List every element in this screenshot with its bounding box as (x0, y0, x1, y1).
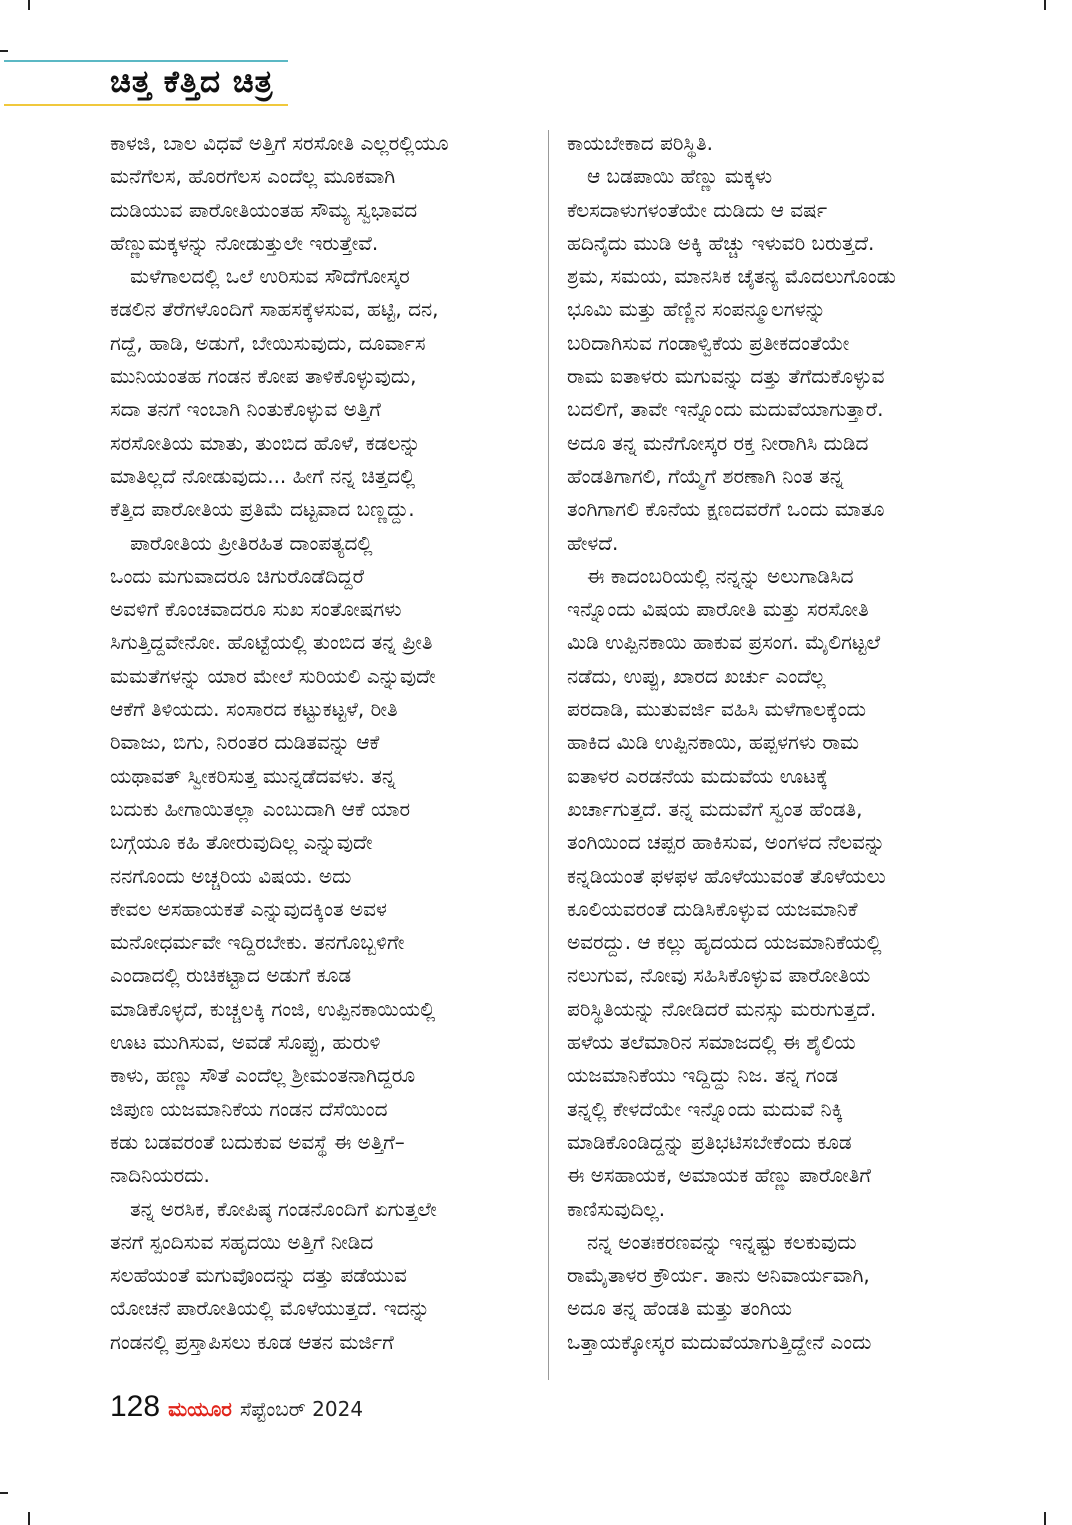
paragraph: ಪಾರೋತಿಯ ಪ್ರೀತಿರಹಿತ ದಾಂಪತ್ಯದಲ್ಲಿ ಒಂದು ಮಗುವಾದರೂ ಚಿಗುರೊಡೆದಿದ್ದರೆ ಅವಳಿಗೆ ಕೊಂಚವಾದರೂ ಸುಖ ಸಂತೋಷಗಳು ಸಿಗುತ್ತಿದ್ದವೇನೋ. ಹೊಟ್ಟೆಯಲ್ಲಿ ತುಂಬಿದ ತನ್ನ ಪ್ರೀತಿ ಮಮತೆಗಳನ್ನು ಯಾರ ಮೇಲೆ ಸುರಿಯಲಿ ಎನ್ನುವುದೇ ಆಕೆಗೆ ತಿಳಿಯದು. ಸಂಸಾರದ ಕಟ್ಟುಕಟ್ಟಳೆ, ರೀತಿ ರಿವಾಜು, ಬಿಗು, ನಿರಂತರ ದುಡಿತವನ್ನು ಆಕೆ ಯಥಾವತ್ ಸ್ವೀಕರಿಸುತ್ತ ಮುನ್ನಡೆದವಳು. ತನ್ನ ಬದುಕು ಹೀಗಾಯಿತಲ್ಲಾ ಎಂಬುದಾಗಿ ಆಕೆ ಯಾರ ಬಗ್ಗೆಯೂ ಕಹಿ ತೋರುವುದಿಲ್ಲ ಎನ್ನುವುದೇ ನನಗೊಂದು ಅಚ್ಚರಿಯ ವಿಷಯ. ಅದು ಕೇವಲ ಅಸಹಾಯಕತೆ ಎನ್ನುವುದಕ್ಕಿಂತ ಅವಳ ಮನೋಧರ್ಮವೇ ಇದ್ದಿರಬೇಕು. ತನಗೊಬ್ಬಳಿಗೇ ಎಂದಾದಲ್ಲಿ ರುಚಿಕಟ್ಟಾದ ಅಡುಗೆ ಕೂಡ ಮಾಡಿಕೊಳ್ಳದೆ, ಕುಚ್ಚಲಕ್ಕಿ ಗಂಜಿ, ಉಪ್ಪಿನಕಾಯಿಯಲ್ಲಿ ಊಟ ಮುಗಿಸುವ, ಅವಡೆ ಸೊಪ್ಪು, ಹುರುಳಿ ಕಾಳು, ಹಣ್ಣು ಸೌತೆ ಎಂದೆಲ್ಲ ಶ್ರೀಮಂತನಾಗಿದ್ದರೂ ಜಿಪುಣ ಯಜಮಾನಿಕೆಯ ಗಂಡನ ದೆಸೆಯಿಂದ ಕಡು ಬಡವರಂತೆ ಬದುಕುವ ಅವಸ್ಥೆ ಈ ಅತ್ತಿಗೆ– ನಾದಿನಿಯರದು. (110, 530, 436, 1188)
paragraph: ಕಾಳಜಿ, ಬಾಲ ವಿಧವೆ ಅತ್ತಿಗೆ ಸರಸೋತಿ ಎಲ್ಲರಲ್ಲಿಯೂ ಮನೆಗೆಲಸ, ಹೊರಗೆಲಸ ಎಂದೆಲ್ಲ ಮೂಕವಾಗಿ ದುಡಿಯುವ ಪಾರೋತಿಯಂತಹ ಸೌಮ್ಯ ಸ್ವಭಾವದ ಹೆಣ್ಣುಮಕ್ಕಳನ್ನು ನೋಡುತ್ತುಲೇ ಇರುತ್ತೇವೆ. (110, 131, 449, 255)
left-column (110, 127, 530, 1359)
column-divider (548, 130, 549, 1380)
page-number: 128 (110, 1390, 161, 1423)
crop-mark (0, 50, 8, 52)
crop-mark (1044, 1512, 1046, 1525)
paragraph: ಆ ಬಡಪಾಯಿ ಹೆಣ್ಣು ಮಕ್ಕಳು ಕೆಲಸದಾಳುಗಳಂತೆಯೇ ದುಡಿದು ಆ ವರ್ಷ ಹದಿನೈದು ಮುಡಿ ಅಕ್ಕಿ ಹೆಚ್ಚು ಇಳುವರಿ ಬರುತ್ತದೆ. ಶ್ರಮ, ಸಮಯ, ಮಾನಸಿಕ ಚೈತನ್ಯ ಮೊದಲುಗೊಂಡು ಭೂಮಿ ಮತ್ತು ಹೆಣ್ಣಿನ ಸಂಪನ್ಮೂಲಗಳನ್ನು ಬರಿದಾಗಿಸುವ ಗಂಡಾಳ್ವಿಕೆಯ ಪ್ರತೀಕದಂತೆಯೇ ರಾಮ ಐತಾಳರು ಮಗುವನ್ನು ದತ್ತು ತೆಗೆದುಕೊಳ್ಳುವ ಬದಲಿಗೆ, ತಾವೇ ಇನ್ನೊಂದು ಮದುವೆಯಾಗುತ್ತಾರೆ. ಅದೂ ತನ್ನ ಮನೆಗೋಸ್ಕರ ರಕ್ತ ನೀರಾಗಿಸಿ ದುಡಿದ ಹೆಂಡತಿಗಾಗಲಿ, ಗೆಯ್ಮೆಗೆ ಶರಣಾಗಿ ನಿಂತ ತನ್ನ ತಂಗಿಗಾಗಲಿ ಕೊನೆಯ ಕ್ಷಣದವರೆಗೆ ಒಂದು ಮಾತೂ ಹೇಳದೆ. (567, 164, 896, 555)
paragraph: ಈ ಕಾದಂಬರಿಯಲ್ಲಿ ನನ್ನನ್ನು ಅಲುಗಾಡಿಸಿದ ಇನ್ನೊಂದು ವಿಷಯ ಪಾರೋತಿ ಮತ್ತು ಸರಸೋತಿ ಮಿಡಿ ಉಪ್ಪಿನಕಾಯಿ ಹಾಕುವ ಪ್ರಸಂಗ. ಮೈಲಿಗಟ್ಟಲೆ ನಡೆದು, ಉಪ್ಪು, ಖಾರದ ಖರ್ಚು ಎಂದೆಲ್ಲ ಪರದಾಡಿ, ಮುತುವರ್ಜಿ ವಹಿಸಿ ಮಳೆಗಾಲಕ್ಕೆಂದು ಹಾಕಿದ ಮಿಡಿ ಉಪ್ಪಿನಕಾಯಿ, ಹಪ್ಪಳಗಳು ರಾಮ ಐತಾಳರ ಎರಡನೆಯ ಮದುವೆಯ ಊಟಕ್ಕೆ ಖರ್ಚಾಗುತ್ತದೆ. ತನ್ನ ಮದುವೆಗೆ ಸ್ವಂತ ಹೆಂಡತಿ, ತಂಗಿಯಿಂದ ಚಪ್ಪರ ಹಾಕಿಸುವ, ಅಂಗಳದ ನೆಲವನ್ನು ಕನ್ನಡಿಯಂತೆ ಫಳಫಳ ಹೊಳೆಯುವಂತೆ ತೊಳೆಯಲು ಕೂಲಿಯವರಂತೆ ದುಡಿಸಿಕೊಳ್ಳುವ ಯಜಮಾನಿಕೆ ಅವರದ್ದು. ಆ ಕಲ್ಲು ಹೃದಯದ ಯಜಮಾನಿಕೆಯಲ್ಲಿ ನಲುಗುವ, ನೋವು ಸಹಿಸಿಕೊಳ್ಳುವ ಪಾರೋತಿಯ ಪರಿಸ್ಥಿತಿಯನ್ನು ನೋಡಿದರೆ ಮನಸ್ಸು ಮರುಗುತ್ತದೆ. ಹಳೆಯ ತಲೆಮಾರಿನ ಸಮಾಜದಲ್ಲಿ ಈ ಶೈಲಿಯ ಯಜಮಾನಿಕೆಯು ಇದ್ದಿದ್ದು ನಿಜ. ತನ್ನ ಗಂಡ ತನ್ನಲ್ಲಿ ಕೇಳದೆಯೇ ಇನ್ನೊಂದು ಮದುವೆ ನಿಕ್ಕಿ ಮಾಡಿಕೊಂಡಿದ್ದನ್ನು ಪ್ರತಿಭಟಿಸಬೇಕೆಂದು ಕೂಡ ಈ ಅಸಹಾಯಕ, ಅಮಾಯಕ ಹೆಣ್ಣು ಪಾರೋತಿಗೆ ಕಾಣಿಸುವುದಿಲ್ಲ. (567, 563, 886, 1221)
magazine-logo: ಮಯೂರ (168, 1397, 232, 1421)
crop-mark (28, 1512, 30, 1525)
paragraph: ಕಾಯಬೇಕಾದ ಪರಿಸ್ಥಿತಿ. (567, 131, 714, 155)
crop-mark (28, 0, 30, 10)
paragraph: ತನ್ನ ಅರಸಿಕ, ಕೋಪಿಷ್ಠ ಗಂಡನೊಂದಿಗೆ ಏಗುತ್ತಲೇ ತನಗೆ ಸ್ಪಂದಿಸುವ ಸಹೃದಯಿ ಅತ್ತಿಗೆ ನೀಡಿದ ಸಲಹೆಯಂತೆ ಮಗುವೊಂದನ್ನು ದತ್ತು ಪಡೆಯುವ ಯೋಚನೆ ಪಾರೋತಿಯಲ್ಲಿ ಮೊಳೆಯುತ್ತದೆ. ಇದನ್ನು ಗಂಡನಲ್ಲಿ ಪ್ರಸ್ತಾಪಿಸಲು ಕೂಡ ಆತನ ಮರ್ಜಿಗೆ (110, 1196, 437, 1354)
crop-mark (1044, 0, 1046, 10)
paragraph: ಮಳೆಗಾಲದಲ್ಲಿ ಒಲೆ ಉರಿಸುವ ಸೌದೆಗೋಸ್ಕರ ಕಡಲಿನ ತೆರೆಗಳೊಂದಿಗೆ ಸಾಹಸಕ್ಕೆಳಸುವ, ಹಟ್ಟಿ, ದನ, ಗದ್ದೆ, ಹಾಡಿ, ಅಡುಗೆ, ಬೇಯಿಸುವುದು, ದೂರ್ವಾಸ ಮುನಿಯಂತಹ ಗಂಡನ ಕೋಪ ತಾಳಿಕೊಳ್ಳುವುದು, ಸದಾ ತನಗೆ ಇಂಬಾಗಿ ನಿಂತುಕೊಳ್ಳುವ ಅತ್ತಿಗೆ ಸರಸೋತಿಯ ಮಾತು, ತುಂಬಿದ ಹೊಳೆ, ಕಡಲನ್ನು ಮಾತಿಲ್ಲದೆ ನೋಡುವುದು... ಹೀಗೆ ನನ್ನ ಚಿತ್ತದಲ್ಲಿ ಕೆತ್ತಿದ ಪಾರೋತಿಯ ಪ್ರತಿಮೆ ದಟ್ಟವಾದ ಬಣ್ಣದ್ದು. (110, 264, 439, 522)
section-title: ಚಿತ್ತ ಕೆತ್ತಿದ ಚಿತ್ರ (110, 64, 274, 100)
page-footer (110, 1390, 363, 1430)
crop-mark (0, 1492, 8, 1494)
paragraph: ನನ್ನ ಅಂತಃಕರಣವನ್ನು ಇನ್ನಷ್ಟು ಕಲಕುವುದು ರಾಮೈತಾಳರ ಕ್ರೌರ್ಯ. ತಾನು ಅನಿವಾರ್ಯವಾಗಿ, ಅದೂ ತನ್ನ ಹೆಂಡತಿ ಮತ್ತು ತಂಗಿಯ ಒತ್ತಾಯಕ್ಕೋಸ್ಕರ ಮದುವೆಯಾಗುತ್ತಿದ್ದೇನೆ ಎಂದು (567, 1229, 872, 1354)
issue-date: ಸೆಪ್ಟೆಂಬರ್ 2024 (239, 1397, 364, 1421)
header-bottom-rule (4, 104, 288, 106)
right-column (567, 127, 987, 1359)
